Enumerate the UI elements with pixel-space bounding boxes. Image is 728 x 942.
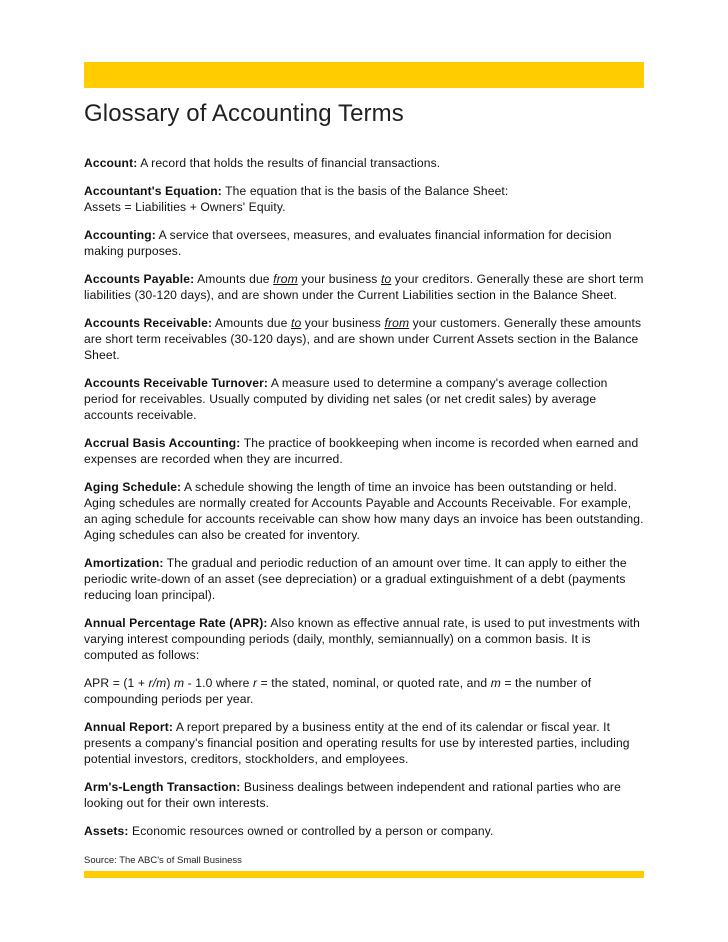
glossary-entry-assets xyxy=(84,823,644,839)
entry-term: Assets: xyxy=(84,824,129,838)
page-title: Glossary of Accounting Terms xyxy=(84,100,404,127)
entry-term: Amortization: xyxy=(84,556,164,570)
entry-term: Accounts Receivable Turnover: xyxy=(84,376,269,390)
entry-emphasis: to xyxy=(380,272,392,286)
formula-part: APR = (1 + xyxy=(84,676,146,690)
entry-term: Arm's-Length Transaction: xyxy=(84,780,241,794)
glossary-entry-accounts-receivable-turnover xyxy=(84,375,644,423)
entry-term: Accounts Receivable: xyxy=(84,316,213,330)
entry-term: Account: xyxy=(84,156,138,170)
formula-part: = the stated, nominal, or quoted rate, and xyxy=(260,676,488,690)
formula-variable: m xyxy=(490,676,501,690)
glossary-entry-aging-schedule xyxy=(84,479,644,543)
entry-definition: A schedule showing the length of time an invoice has been outstanding or held. Aging schedules are normally created for Accounts Payable and Accounts Receivable. For example, an aging schedule for accounts receivable can show how many days an invoice has been outstanding. Aging schedules can also be created for inventory. xyxy=(84,480,644,542)
glossary-entry-accrual-basis-accounting xyxy=(84,435,644,467)
entry-definition: The equation that is the basis of the Balance Sheet: xyxy=(225,184,509,198)
glossary-entry-accounts-payable xyxy=(84,271,644,303)
entry-definition: A measure used to determine a company's average collection period for receivables. Usually computed by dividing net sales (or net credit sales) by average accounts receivable. xyxy=(84,376,608,422)
entry-definition-part: your business xyxy=(301,272,378,286)
entry-emphasis: from xyxy=(273,272,298,286)
entry-definition: The practice of bookkeeping when income is recorded when earned and expenses are recorded when they are incurred. xyxy=(84,436,639,466)
entry-definition-part: your creditors. Generally these are short term liabilities (30-120 days), and are shown under the Current Liabilities section in the Balance Sheet. xyxy=(84,272,644,302)
formula-part: ) xyxy=(166,676,171,690)
entry-definition-part: your customers. Generally these amounts are short term receivables (30-120 days), and are shown under Current Assets section in the Balance Sheet. xyxy=(84,316,642,362)
entry-definition: The gradual and periodic reduction of an amount over time. It can apply to either the periodic write-down of an asset (see depreciation) or a gradual extinguishment of a debt (payments reducing loan principal). xyxy=(84,556,627,602)
entry-definition: Business dealings between independent and rational parties who are looking out for their own interests. xyxy=(84,780,621,810)
footer-accent-bar xyxy=(84,871,644,878)
apr-formula xyxy=(84,675,644,707)
entry-term: Annual Percentage Rate (APR): xyxy=(84,616,268,630)
glossary-list xyxy=(84,155,644,851)
glossary-entry-accountants-equation xyxy=(84,183,644,215)
entry-definition: A service that oversees, measures, and evaluates financial information for decision making purposes. xyxy=(84,228,612,258)
formula-variable: r xyxy=(252,676,258,690)
entry-emphasis: to xyxy=(290,316,302,330)
glossary-entry-annual-report xyxy=(84,719,644,767)
formula-part: - 1.0 where xyxy=(187,676,250,690)
entry-term: Accountant's Equation: xyxy=(84,184,222,198)
formula-variable: r/m xyxy=(148,676,167,690)
entry-definition: Also known as effective annual rate, is used to put investments with varying interest compounding periods (daily, monthly, semiannually) on a common basis. It is computed as follows: xyxy=(84,616,640,662)
glossary-entry-accounts-receivable xyxy=(84,315,644,363)
glossary-entry-amortization xyxy=(84,555,644,603)
entry-term: Aging Schedule: xyxy=(84,480,182,494)
entry-definition: A report prepared by a business entity at the end of its calendar or fiscal year. It presents a company's financial position and operating results for use by interested parties, including potential investors, creditors, stockholders, and employees. xyxy=(84,720,630,766)
formula-part: = the number of compounding periods per year. xyxy=(84,676,592,706)
entry-term: Accrual Basis Accounting: xyxy=(84,436,241,450)
glossary-entry-account xyxy=(84,155,644,171)
header-accent-bar xyxy=(84,62,644,88)
entry-term: Accounts Payable: xyxy=(84,272,195,286)
entry-equation: Assets = Liabilities + Owners' Equity. xyxy=(84,200,286,214)
formula-variable: m xyxy=(173,676,185,690)
source-footer: Source: The ABC's of Small Business xyxy=(84,855,242,866)
entry-definition: Economic resources owned or controlled by a person or company. xyxy=(132,824,494,838)
glossary-entry-apr xyxy=(84,615,644,663)
entry-definition-part: Amounts due xyxy=(214,316,288,330)
entry-definition-part: Amounts due xyxy=(197,272,270,286)
glossary-entry-accounting xyxy=(84,227,644,259)
glossary-entry-arms-length-transaction xyxy=(84,779,644,811)
entry-definition-part: your business xyxy=(304,316,381,330)
entry-term: Annual Report: xyxy=(84,720,174,734)
entry-emphasis: from xyxy=(384,316,410,330)
entry-term: Accounting: xyxy=(84,228,156,242)
entry-definition: A record that holds the results of financial transactions. xyxy=(140,156,441,170)
